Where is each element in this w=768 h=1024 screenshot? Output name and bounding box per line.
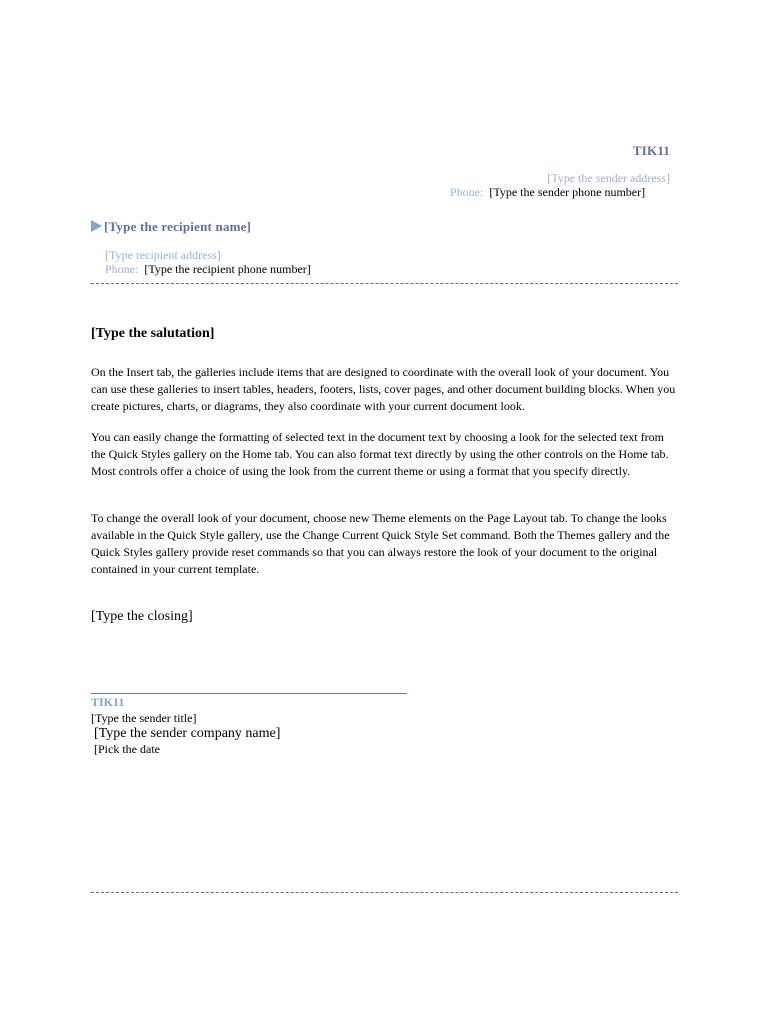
date-picker-placeholder[interactable]: [Pick the date: [94, 742, 160, 756]
recipient-phone-placeholder[interactable]: [Type the recipient phone number]: [144, 262, 311, 276]
sender-phone-label: Phone:: [450, 185, 484, 199]
body-paragraph-2[interactable]: You can easily change the formatting of selected text in the document text by choosing a look for the selected text from the Quick Styles gallery on the Home tab. You can also format text directly by using the other controls on the Home tab. Most controls offer a choice of using the look from the current theme or using a format that you specify directly.: [91, 430, 669, 478]
sender-name[interactable]: TIK11: [632, 143, 670, 158]
signature-line: [91, 693, 407, 694]
recipient-phone-row: [105, 262, 311, 277]
recipient-name-placeholder[interactable]: [Type the recipient name]: [104, 219, 252, 234]
salutation-placeholder[interactable]: [Type the salutation]: [91, 326, 215, 341]
body-paragraph-3[interactable]: To change the overall look of your document, choose new Theme elements on the Page Layout tab. To change the looks available in the Quick Style gallery, use the Change Current Quick Style Set command. Both the Themes gallery and the Quick Styles gallery provide reset commands so that you can always restore the look of your document to the original contained in your current template.: [91, 511, 670, 576]
recipient-phone-label: Phone:: [105, 262, 139, 276]
sender-address-placeholder[interactable]: [Type the sender address]: [547, 171, 670, 185]
dashed-divider-bottom: [91, 892, 678, 893]
triangle-arrow-icon: [91, 220, 102, 232]
sender-phone-row: [450, 185, 645, 200]
recipient-name-row: [91, 219, 251, 235]
recipient-address-placeholder[interactable]: [Type recipient address]: [105, 248, 221, 262]
dashed-divider-top: [91, 283, 678, 284]
signature-name[interactable]: TIK11: [91, 695, 125, 709]
sender-phone-placeholder[interactable]: [Type the sender phone number]: [489, 185, 646, 199]
signature-title-placeholder[interactable]: [Type the sender title]: [91, 711, 197, 725]
closing-placeholder[interactable]: [Type the closing]: [91, 609, 193, 624]
signature-company-placeholder[interactable]: [Type the sender company name]: [94, 726, 281, 741]
body-paragraph-1[interactable]: On the Insert tab, the galleries include items that are designed to coordinate with the overall look of your document. You can use these galleries to insert tables, headers, footers, lists, cover pages, and other document building blocks. When you create pictures, charts, or diagrams, they also coordinate with your current document look.: [91, 365, 676, 413]
